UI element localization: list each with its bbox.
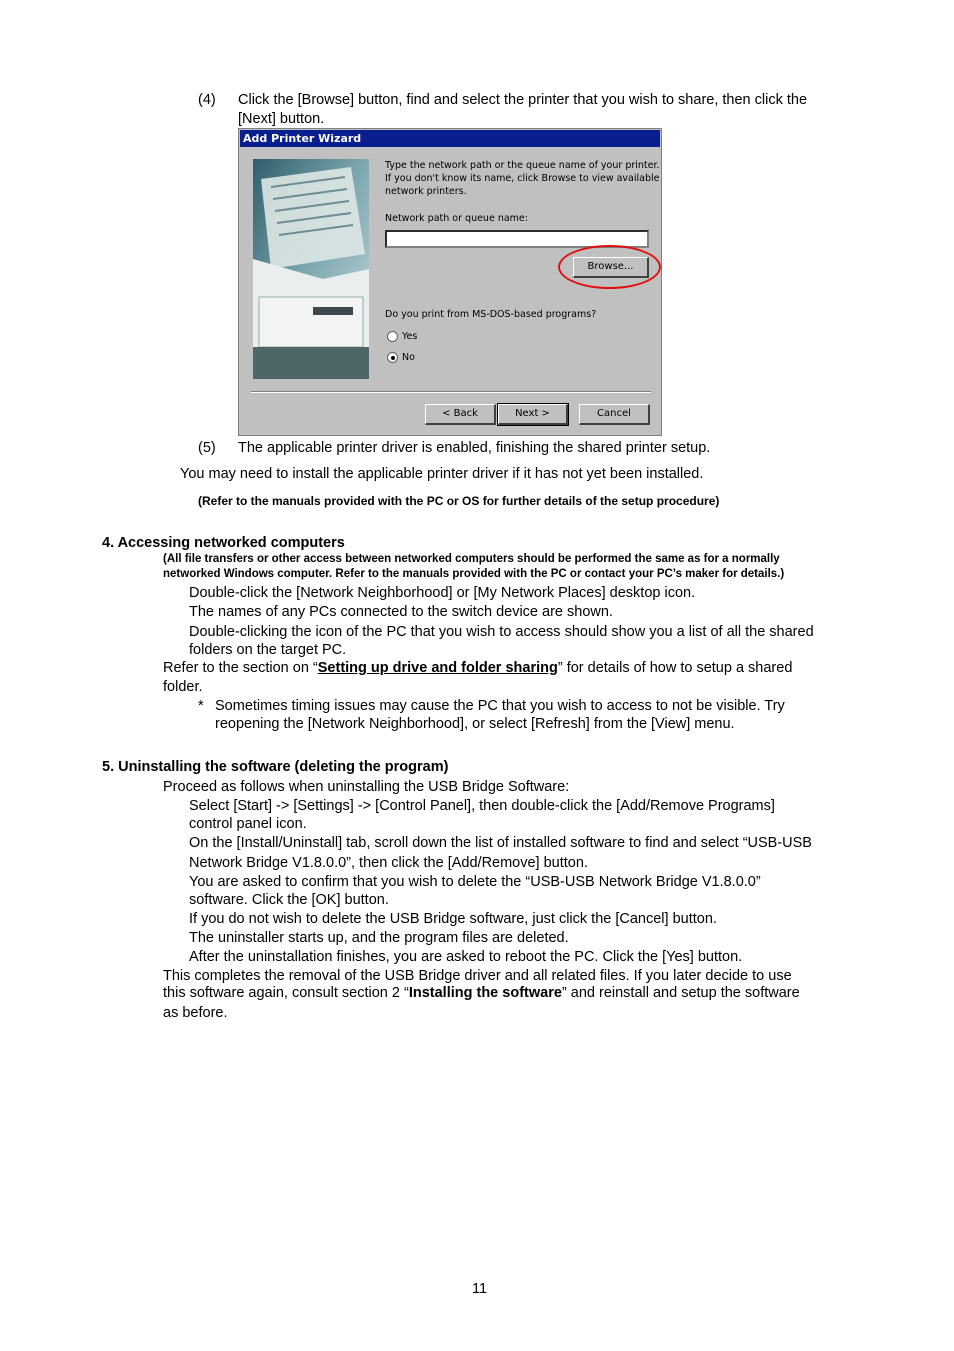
section5-step3-line2: software. Click the [OK] button. — [189, 892, 389, 908]
section5-step5: The uninstaller starts up, and the program files are deleted. — [189, 930, 569, 946]
section5-step3-line1: You are asked to confirm that you wish to delete the “USB-USB Network Bridge V1.8.0.0” — [189, 874, 761, 890]
refer-suffix: ” for details of how to setup a shared — [557, 660, 793, 676]
section4-refer-line1 — [163, 660, 792, 676]
printer-illustration — [253, 159, 369, 379]
next-button[interactable]: Next > — [498, 404, 568, 425]
wizard-separator — [251, 391, 651, 393]
cancel-button[interactable]: Cancel — [579, 404, 650, 425]
wizard-instruction-3: network printers. — [385, 186, 467, 197]
no-radio-label[interactable]: No — [402, 352, 415, 363]
yes-radio[interactable] — [387, 331, 398, 342]
section4-step1: Double-click the [Network Neighborhood] or [My Network Places] desktop icon. — [189, 585, 696, 601]
section5-step4: If you do not wish to delete the USB Bridge software, just click the [Cancel] button. — [189, 911, 717, 927]
section4-step3-line1: Double-clicking the icon of the PC that you wish to access should show you a list of all the shared — [189, 624, 814, 640]
section5-intro: Proceed as follows when uninstalling the USB Bridge Software: — [163, 779, 570, 795]
wizard-instruction-2: If you don't know its name, click Browse to view available — [385, 173, 660, 184]
step5-number: (5) — [198, 440, 216, 456]
section4-tip-line2: reopening the [Network Neighborhood], or select [Refresh] from the [View] menu. — [215, 716, 735, 732]
step5-text: The applicable printer driver is enabled, finishing the shared printer setup. — [238, 440, 711, 456]
section5-step1-line1: Select [Start] -> [Settings] -> [Control Panel], then double-click the [Add/Remove Programs] — [189, 798, 775, 814]
section4-asterisk: * — [198, 698, 204, 714]
section5-step2-line1: On the [Install/Uninstall] tab, scroll down the list of installed software to find and select “USB-USB — [189, 835, 812, 851]
browse-highlight-ellipse — [558, 245, 661, 289]
section5-end-line1: This completes the removal of the USB Bridge driver and all related files. If you later decide to use — [163, 968, 792, 984]
refer-prefix: Refer to the section on “ — [163, 660, 318, 676]
page-number: 11 — [472, 1281, 488, 1297]
section4-tip-line1: Sometimes timing issues may cause the PC that you wish to access to not be visible. Try — [215, 698, 785, 714]
network-path-label: Network path or queue name: — [385, 213, 528, 224]
section5-heading: 5. Uninstalling the software (deleting the program) — [102, 759, 449, 775]
section4-step2: The names of any PCs connected to the switch device are shown. — [189, 604, 613, 620]
browse-button[interactable]: Browse... — [573, 257, 649, 278]
dos-question-label: Do you print from MS-DOS-based programs? — [385, 309, 597, 320]
installing-software-ref: Installing the software — [408, 985, 562, 1001]
step4-text-line1: Click the [Browse] button, find and select the printer that you wish to share, then click the — [238, 92, 808, 108]
step4-text-line2: [Next] button. — [238, 111, 325, 127]
section4-note-line2: networked Windows computer. Refer to the manuals provided with the PC or contact your PC’s maker for details.) — [163, 568, 785, 580]
yes-radio-label[interactable]: Yes — [402, 331, 418, 342]
end-line2-prefix: this software again, consult section 2 “ — [163, 985, 409, 1001]
wizard-title-bar: Add Printer Wizard — [240, 130, 660, 147]
folder-sharing-link[interactable]: Setting up drive and folder sharing — [317, 660, 558, 676]
section4-heading: 4. Accessing networked computers — [102, 535, 345, 551]
end-line2-suffix: ” and reinstall and setup the software — [561, 985, 800, 1001]
section5-step1-line2: control panel icon. — [189, 816, 307, 832]
section5-step2-line2: Network Bridge V1.8.0.0”, then click the [Add/Remove] button. — [189, 855, 588, 871]
install-note: You may need to install the applicable printer driver if it has not yet been installed. — [180, 466, 704, 482]
no-radio[interactable] — [387, 352, 398, 363]
refer-manuals-note: (Refer to the manuals provided with the PC or OS for further details of the setup procedure) — [198, 494, 720, 508]
wizard-instruction-1: Type the network path or the queue name of your printer. — [385, 160, 660, 171]
step4-number: (4) — [198, 92, 216, 108]
section5-end-line3: as before. — [163, 1005, 228, 1021]
section4-note-line1: (All file transfers or other access between networked computers should be performed the same as for a normally — [163, 553, 780, 565]
back-button[interactable]: < Back — [425, 404, 496, 425]
section5-end-line2 — [163, 985, 800, 1001]
section4-step3-line2: folders on the target PC. — [189, 642, 347, 658]
section5-step6: After the uninstallation finishes, you are asked to reboot the PC. Click the [Yes] button. — [189, 949, 743, 965]
section4-refer-line2: folder. — [163, 679, 203, 695]
